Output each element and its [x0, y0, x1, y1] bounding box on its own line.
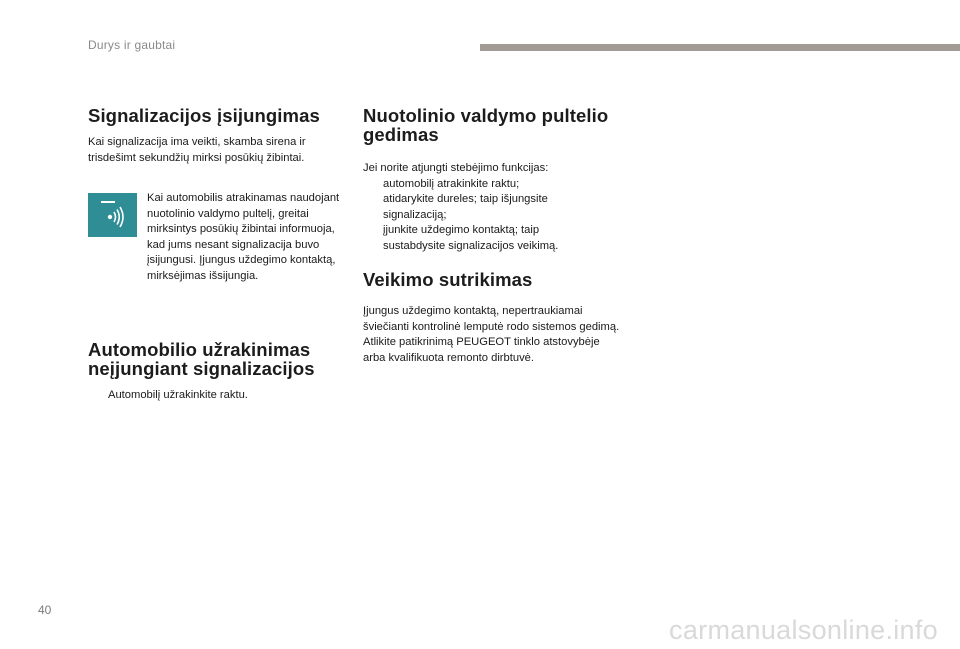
- heading-line-2: gedimas: [363, 124, 439, 145]
- list-item: [363, 192, 598, 223]
- list-item-text: automobilį atrakinkite raktu;: [383, 177, 520, 190]
- remote-failure-steps: [363, 177, 598, 255]
- list-item: [363, 223, 598, 254]
- list-item-text: Automobilį užrakinkite raktu.: [108, 389, 248, 401]
- lock-steps-list: [88, 388, 338, 404]
- left-column: [88, 106, 338, 166]
- note-text: Kai automobilis atrakinamas naudojant nuotolinio valdymo pultelį, greitai mirksintys posūkių žibintai informuoja, kad jums nesant signalizacija buvo įsijungusi. Įjungus uždegimo kontaktą, mirksėjimas išsijungia.: [147, 192, 340, 282]
- list-item-text: atidarykite dureles; taip išjungsite signalizaciją;: [383, 193, 548, 221]
- page-number: 40: [38, 603, 52, 617]
- malfunction-action: Atlikite patikrinimą PEUGEOT tinklo atstovybėje arba kvalifikuota remonto dirbtuvė.: [363, 336, 600, 364]
- heading-alarm-triggering: Signalizacijos įsijungimas: [88, 105, 320, 126]
- section-title: Durys ir gaubtai: [88, 38, 176, 52]
- heading-line-1: Automobilio užrakinimas: [88, 339, 311, 360]
- list-item: [88, 388, 338, 404]
- list-item-text: įjunkite uždegimo kontaktą; taip sustabdysite signalizacijos veikimą.: [383, 224, 559, 252]
- remote-signal-icon: [88, 193, 137, 237]
- header-bar: [480, 44, 960, 51]
- watermark: carmanualsonline.info: [669, 615, 938, 645]
- right-column: [363, 106, 633, 366]
- heading-line-2: neįjungiant signalizacijos: [88, 358, 315, 379]
- heading-remote-failure: [363, 106, 633, 144]
- list-item: [363, 177, 598, 193]
- alarm-triggering-text: Kai signalizacija ima veikti, skamba sirena ir trisdešimt sekundžių mirksi posūkių žibintai.: [88, 136, 306, 164]
- remote-failure-intro: Jei norite atjungti stebėjimo funkcijas:: [363, 162, 549, 174]
- heading-malfunction: Veikimo sutrikimas: [363, 269, 533, 290]
- malfunction-text: Įjungus uždegimo kontaktą, nepertraukiamai šviečianti kontrolinė lemputė rodo sistemos gedimą.: [363, 305, 620, 333]
- heading-lock-without-alarm: [88, 340, 338, 378]
- lock-without-alarm-section: [88, 340, 338, 404]
- heading-line-1: Nuotolinio valdymo pultelio: [363, 105, 609, 126]
